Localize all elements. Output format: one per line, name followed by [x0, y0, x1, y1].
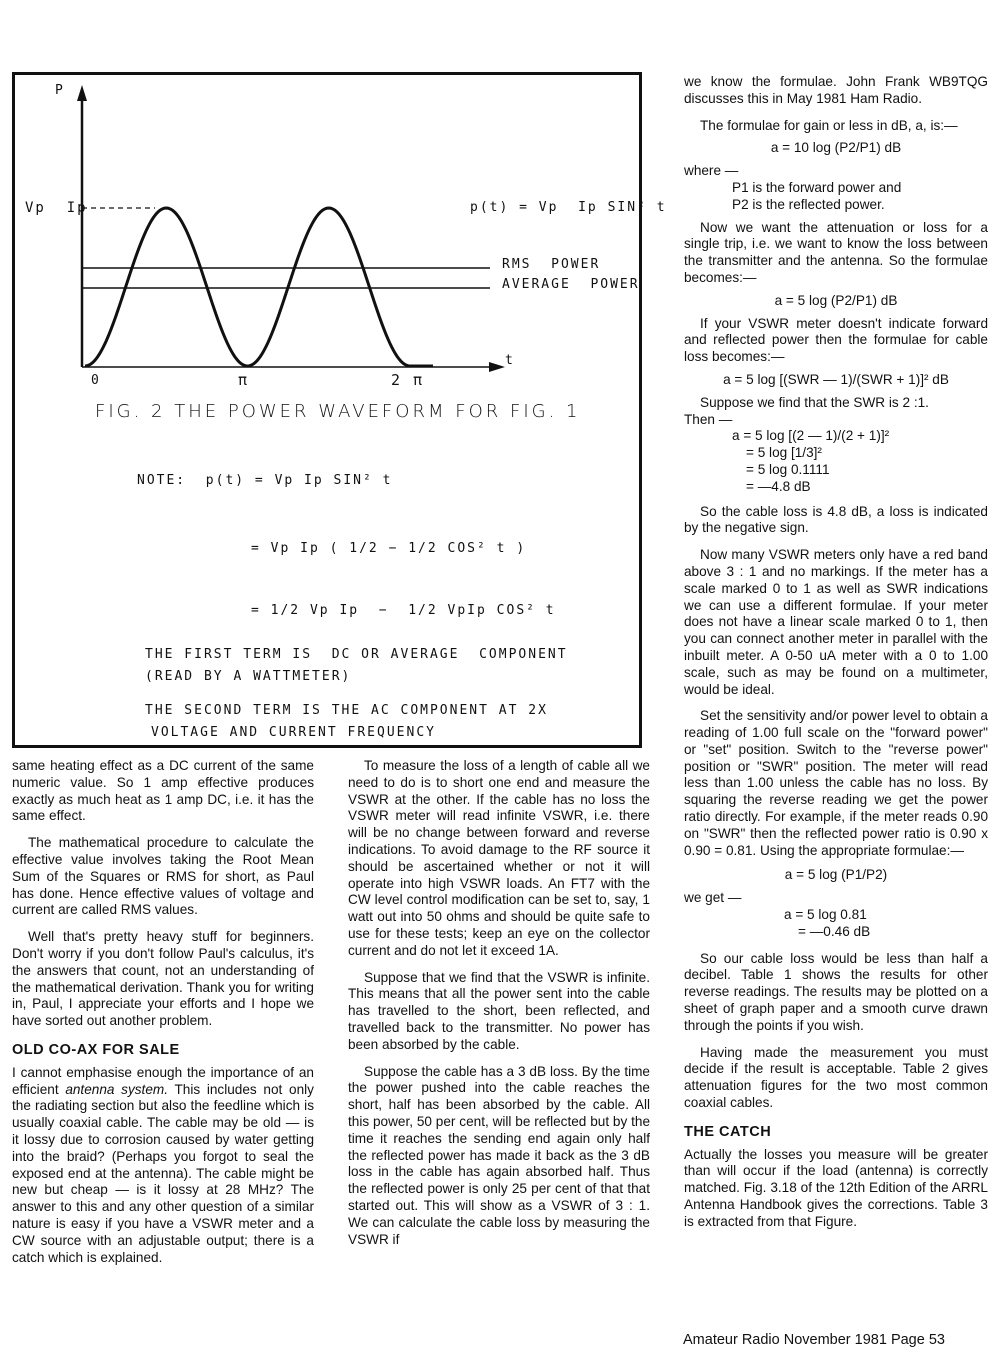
note-text-4: VOLTAGE AND CURRENT FREQUENCY — [151, 725, 436, 740]
result-line-1: a = 5 log 0.81 — [784, 907, 867, 923]
figure-power-waveform — [12, 72, 667, 748]
formula-swr-loss: a = 5 log [(SWR — 1)/(SWR + 1)]² dB — [723, 371, 949, 387]
formula-reverse-ratio: a = 5 log (P1/P2) — [784, 867, 888, 883]
note-equation-1: NOTE: p(t) = Vp Ip SIN² t — [137, 473, 393, 488]
col3-paragraph-6: So the cable loss is 4.8 dB, a loss is indicated by the negative sign. — [684, 503, 988, 536]
note-text-1: THE FIRST TERM IS DC OR AVERAGE COMPONENT — [145, 647, 568, 662]
col1-paragraph-2: The mathematical procedure to calculate the effective value involves taking the Root Mean Sum of the Squares or RMS for short, as Paul has done. Hence effective values of voltage and current are called RMS values. — [12, 835, 314, 918]
where-p2: P2 is the reflected power. — [732, 196, 885, 212]
y-axis-arrow — [77, 85, 87, 101]
col3-paragraph-8: Set the sensitivity and/or power level to obtain a reading of 1.00 full scale on the "forward power" or "set" position. Switch to the "reverse power" position or "SWR" position. The meter will read less than 1.00 unless the cable has no loss. By squaring the reverse reading we get the power ratio directly. For example, if the meter reads 0.90 on "SWR" then the reflected power ratio is 0.90 x 0.90 = 0.81. Using the appropriate formulae:— — [684, 708, 988, 858]
two-pi-label: 2 π — [391, 371, 425, 389]
column-1 — [12, 758, 314, 1266]
origin-label: 0 — [91, 373, 101, 388]
col3-paragraph-3: Now we want the attenuation or loss for a single trip, i.e. we want to know the loss between the transmitter and the antenna. So the formulae becomes:— — [684, 219, 988, 285]
peak-label: Vp Ip — [25, 200, 88, 216]
y-axis-label: P — [55, 83, 65, 98]
col3-paragraph-7: Now many VSWR meters only have a red band above 3 : 1 and no markings. If the meter has a scale marked 0 to 1 as well as SWR indications we can use a different formulae. If your meter does not have a linear scale marked 0 to 1, then you can connect another meter in parallel with the inbuilt meter. A 0-50 uA meter with a 0 to 1.00 scale, such as may be found on a multimeter, would be ideal. — [684, 547, 988, 697]
note-text-2: (READ BY A WATTMETER) — [145, 669, 352, 684]
note-equation-2: = Vp Ip ( 1/2 − 1/2 COS² t ) — [251, 541, 527, 556]
col1-p4-text-b: This includes not only the radiating section but also the feedline which is usually coaxial cable. The cable may be old — is it lossy due to corrosion caused by water getting into the braid? (Perhaps you forgot to seal the exposed end at the antenna). The cable might be new but cheap — is it lossy at 28 MHz? The answer to this and any other question of a similar nature is easy if you have a VSWR meter and a CW source with an adjustable output; there is a catch which is explained. — [12, 1081, 314, 1265]
col3-paragraph-4: If your VSWR meter doesn't indicate forward and reflected power then the formulae for cable loss becomes:— — [684, 315, 988, 365]
example-line-4: = —4.8 dB — [746, 478, 811, 494]
example-line-2: = 5 log [1/3]² — [746, 445, 822, 461]
example-line-3: = 5 log 0.1111 — [746, 461, 830, 477]
col3-paragraph-9: So our cable loss would be less than half a decibel. Table 1 shows the results for other reverse readings. The results may be plotted on a sheet of graph paper and a smooth curve drawn through the points if you wish. — [684, 950, 988, 1033]
example-line-1: a = 5 log [(2 — 1)/(2 + 1)]² — [732, 428, 890, 444]
power-waveform-curve — [85, 208, 433, 366]
we-get-label: we get — — [684, 890, 742, 906]
rms-power-label: RMS POWER — [502, 257, 601, 272]
heading-old-coax: OLD CO-AX FOR SALE — [12, 1041, 180, 1058]
column-2 — [348, 758, 650, 1248]
col1-paragraph-1: same heating effect as a DC current of the same numeric value. So 1 amp effective produces exactly as much heat as 1 amp DC, i.e. it has the same effect. — [12, 758, 314, 824]
col2-paragraph-1: To measure the loss of a length of cable all we need to do is to short one end and measure the VSWR at the other. If the cable has no loss the VSWR meter will read infinite VSWR, i.e. there will be no change between forward and reverse indications. To avoid damage to the RF source it should be ascertained whether or not it will operate into high VSWR loads. An FT7 with the CW level control modification can be set to, say, 1 watt out into 50 ohms and should be quite safe to use for these tests; keep an eye on the collector current and do not let it exceed 1A. — [348, 758, 650, 958]
where-label: where — — [684, 163, 739, 179]
formula-single-trip: a = 5 log (P2/P1) dB — [774, 292, 898, 308]
col3-paragraph-5: Suppose we find that the SWR is 2 :1. — [700, 394, 929, 410]
waveform-equation: p(t) = Vp Ip SIN² t — [470, 200, 667, 215]
col1-p4-text-a: I cannot emphasise enough the importance of an efficient — [12, 1064, 314, 1097]
col3-paragraph-10: Having made the measurement you must decide if the result is acceptable. Table 2 gives attenuation figures for the two most common coaxial cables. — [684, 1044, 988, 1111]
x-axis-arrow — [489, 362, 505, 372]
pi-label: π — [238, 371, 250, 389]
page-footer: Amateur Radio November 1981 Page 53 — [683, 1332, 945, 1348]
col1-p4-emphasis: antenna system. — [65, 1081, 168, 1097]
col2-paragraph-2: Suppose that we find that the VSWR is infinite. This means that all the power sent into the cable has travelled to the short, been reflected, and travelled back to the transmitter. No power has been absorbed by the cable. — [348, 969, 650, 1052]
then-label: Then — — [684, 411, 733, 427]
note-text-3: THE SECOND TERM IS THE AC COMPONENT AT 2X — [145, 703, 548, 718]
col1-paragraph-4 — [12, 1065, 314, 1267]
col2-paragraph-3: Suppose the cable has a 3 dB loss. By the time the power pushed into the cable reaches the short, half has been absorbed by the cable. All this power, 50 per cent, will be reflected but by the time it reaches the sending end again only half the reflected power has made it back as the 3 dB loss in the cable has again absorbed half. Thus the reflected power is only 25 per cent of that that started out. This will show as a VSWR of 3 : 1. We can calculate the cable loss by measuring the VSWR if — [348, 1063, 650, 1247]
col3-paragraph-2: The formulae for gain or less in dB, a, is:— — [700, 117, 958, 133]
heading-the-catch: THE CATCH — [684, 1123, 772, 1140]
note-equation-3: = 1/2 Vp Ip − 1/2 VpIp COS² t — [251, 603, 556, 618]
col3-paragraph-11: Actually the losses you measure will be greater than will occur if the load (antenna) is correctly matched. Fig. 3.18 of the 12th Edition of the ARRL Antenna Handbook gives the corrections. Table 3 is extracted from that Figure. — [684, 1146, 988, 1229]
x-axis-label: t — [505, 353, 515, 368]
where-p1: P1 is the forward power and — [732, 179, 902, 195]
average-power-label: AVERAGE POWER — [502, 277, 640, 292]
formula-gain: a = 10 log (P2/P1) dB — [770, 140, 902, 156]
col3-paragraph-1: we know the formulae. John Frank WB9TQG discusses this in May 1981 Ham Radio. — [684, 74, 988, 106]
col1-paragraph-3: Well that's pretty heavy stuff for beginners. Don't worry if you don't follow Paul's calculus, it's the answers that count, not an understanding of the mathematical derivation. Thank you for writing in, Paul, I appreciate your efforts and I hope we have sorted out another problem. — [12, 929, 314, 1029]
result-line-2: = —0.46 dB — [798, 923, 871, 939]
column-3 — [684, 74, 988, 1231]
figure-caption: FIG. 2 THE POWER WAVEFORM FOR FIG. 1 — [95, 401, 581, 422]
